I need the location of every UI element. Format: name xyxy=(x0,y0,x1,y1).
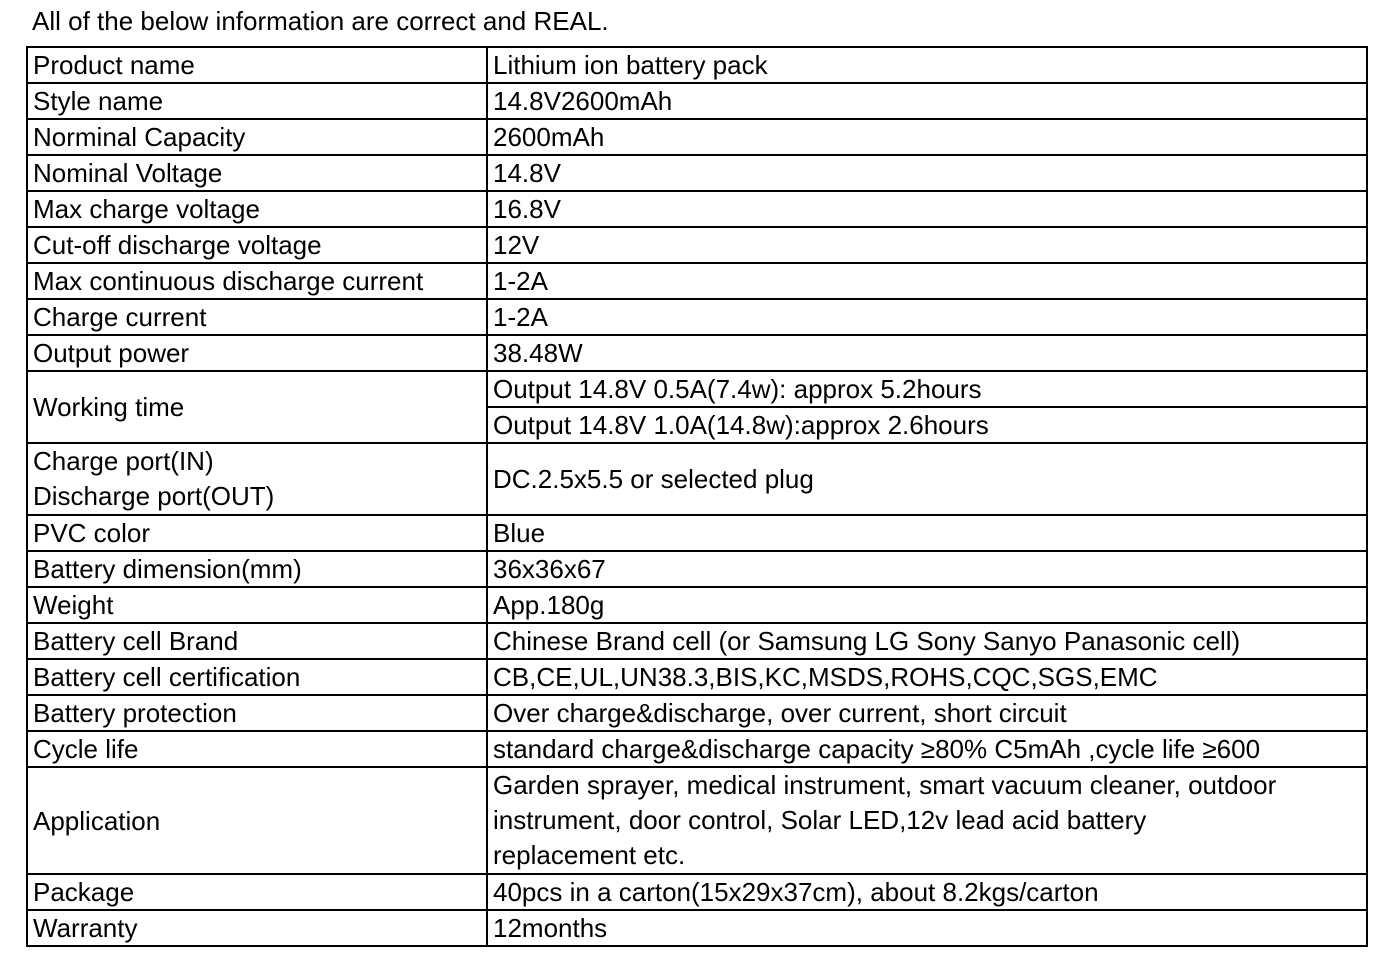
value-nominal-voltage: 14.8V xyxy=(487,155,1367,191)
application-line-1: Garden sprayer, medical instrument, smart vacuum cleaner, outdoor xyxy=(493,770,1277,800)
value-output-power: 38.48W xyxy=(487,335,1367,371)
label-max-continuous-discharge-current: Max continuous discharge current xyxy=(27,263,487,299)
spec-table xyxy=(26,46,1368,947)
row-battery-dimension xyxy=(27,551,1367,587)
value-ports: DC.2.5x5.5 or selected plug xyxy=(487,443,1367,515)
label-battery-dimension: Battery dimension(mm) xyxy=(27,551,487,587)
value-cycle-life: standard charge&discharge capacity ≥80% C5mAh ,cycle life ≥600 xyxy=(487,731,1367,767)
row-output-power xyxy=(27,335,1367,371)
label-discharge-port: Discharge port(OUT) xyxy=(33,481,275,511)
row-battery-cell-certification xyxy=(27,659,1367,695)
value-nominal-capacity: 2600mAh xyxy=(487,119,1367,155)
row-battery-cell-brand xyxy=(27,623,1367,659)
label-ports xyxy=(27,443,487,515)
value-battery-cell-brand: Chinese Brand cell (or Samsung LG Sony Sanyo Panasonic cell) xyxy=(487,623,1367,659)
value-max-charge-voltage: 16.8V xyxy=(487,191,1367,227)
value-pvc-color: Blue xyxy=(487,515,1367,551)
row-ports xyxy=(27,443,1367,515)
value-package: 40pcs in a carton(15x29x37cm), about 8.2kgs/carton xyxy=(487,874,1367,910)
value-battery-dimension: 36x36x67 xyxy=(487,551,1367,587)
application-line-2: instrument, door control, Solar LED,12v lead acid battery xyxy=(493,805,1147,835)
row-max-charge-voltage xyxy=(27,191,1367,227)
row-warranty xyxy=(27,910,1367,946)
value-battery-protection: Over charge&discharge, over current, short circuit xyxy=(487,695,1367,731)
row-pvc-color xyxy=(27,515,1367,551)
label-cutoff-discharge-voltage: Cut-off discharge voltage xyxy=(27,227,487,263)
label-max-charge-voltage: Max charge voltage xyxy=(27,191,487,227)
row-max-continuous-discharge-current xyxy=(27,263,1367,299)
label-battery-cell-certification: Battery cell certification xyxy=(27,659,487,695)
label-output-power: Output power xyxy=(27,335,487,371)
row-nominal-capacity xyxy=(27,119,1367,155)
value-max-continuous-discharge-current: 1-2A xyxy=(487,263,1367,299)
value-style-name: 14.8V2600mAh xyxy=(487,83,1367,119)
value-cutoff-discharge-voltage: 12V xyxy=(487,227,1367,263)
application-line-3: replacement etc. xyxy=(493,840,686,870)
label-battery-protection: Battery protection xyxy=(27,695,487,731)
value-charge-current: 1-2A xyxy=(487,299,1367,335)
label-pvc-color: PVC color xyxy=(27,515,487,551)
label-package: Package xyxy=(27,874,487,910)
row-package xyxy=(27,874,1367,910)
value-application xyxy=(487,767,1367,874)
value-working-time-2: Output 14.8V 1.0A(14.8w):approx 2.6hours xyxy=(487,407,1367,443)
value-battery-cell-certification: CB,CE,UL,UN38.3,BIS,KC,MSDS,ROHS,CQC,SGS,EMC xyxy=(487,659,1367,695)
row-weight xyxy=(27,587,1367,623)
label-nominal-voltage: Nominal Voltage xyxy=(27,155,487,191)
label-charge-current: Charge current xyxy=(27,299,487,335)
row-nominal-voltage xyxy=(27,155,1367,191)
value-warranty: 12months xyxy=(487,910,1367,946)
value-product-name: Lithium ion battery pack xyxy=(487,47,1367,83)
label-working-time: Working time xyxy=(27,371,487,443)
row-working-time-1 xyxy=(27,371,1367,407)
label-battery-cell-brand: Battery cell Brand xyxy=(27,623,487,659)
label-application: Application xyxy=(27,767,487,874)
row-application xyxy=(27,767,1367,874)
label-style-name: Style name xyxy=(27,83,487,119)
row-battery-protection xyxy=(27,695,1367,731)
intro-text: All of the below information are correct and REAL. xyxy=(32,6,609,36)
label-cycle-life: Cycle life xyxy=(27,731,487,767)
label-charge-port: Charge port(IN) xyxy=(33,446,214,476)
row-product-name xyxy=(27,47,1367,83)
value-working-time-1: Output 14.8V 0.5A(7.4w): approx 5.2hours xyxy=(487,371,1367,407)
row-style-name xyxy=(27,83,1367,119)
row-cutoff-discharge-voltage xyxy=(27,227,1367,263)
label-nominal-capacity: Norminal Capacity xyxy=(27,119,487,155)
label-product-name: Product name xyxy=(27,47,487,83)
row-charge-current xyxy=(27,299,1367,335)
row-cycle-life xyxy=(27,731,1367,767)
label-weight: Weight xyxy=(27,587,487,623)
label-warranty: Warranty xyxy=(27,910,487,946)
value-weight: App.180g xyxy=(487,587,1367,623)
